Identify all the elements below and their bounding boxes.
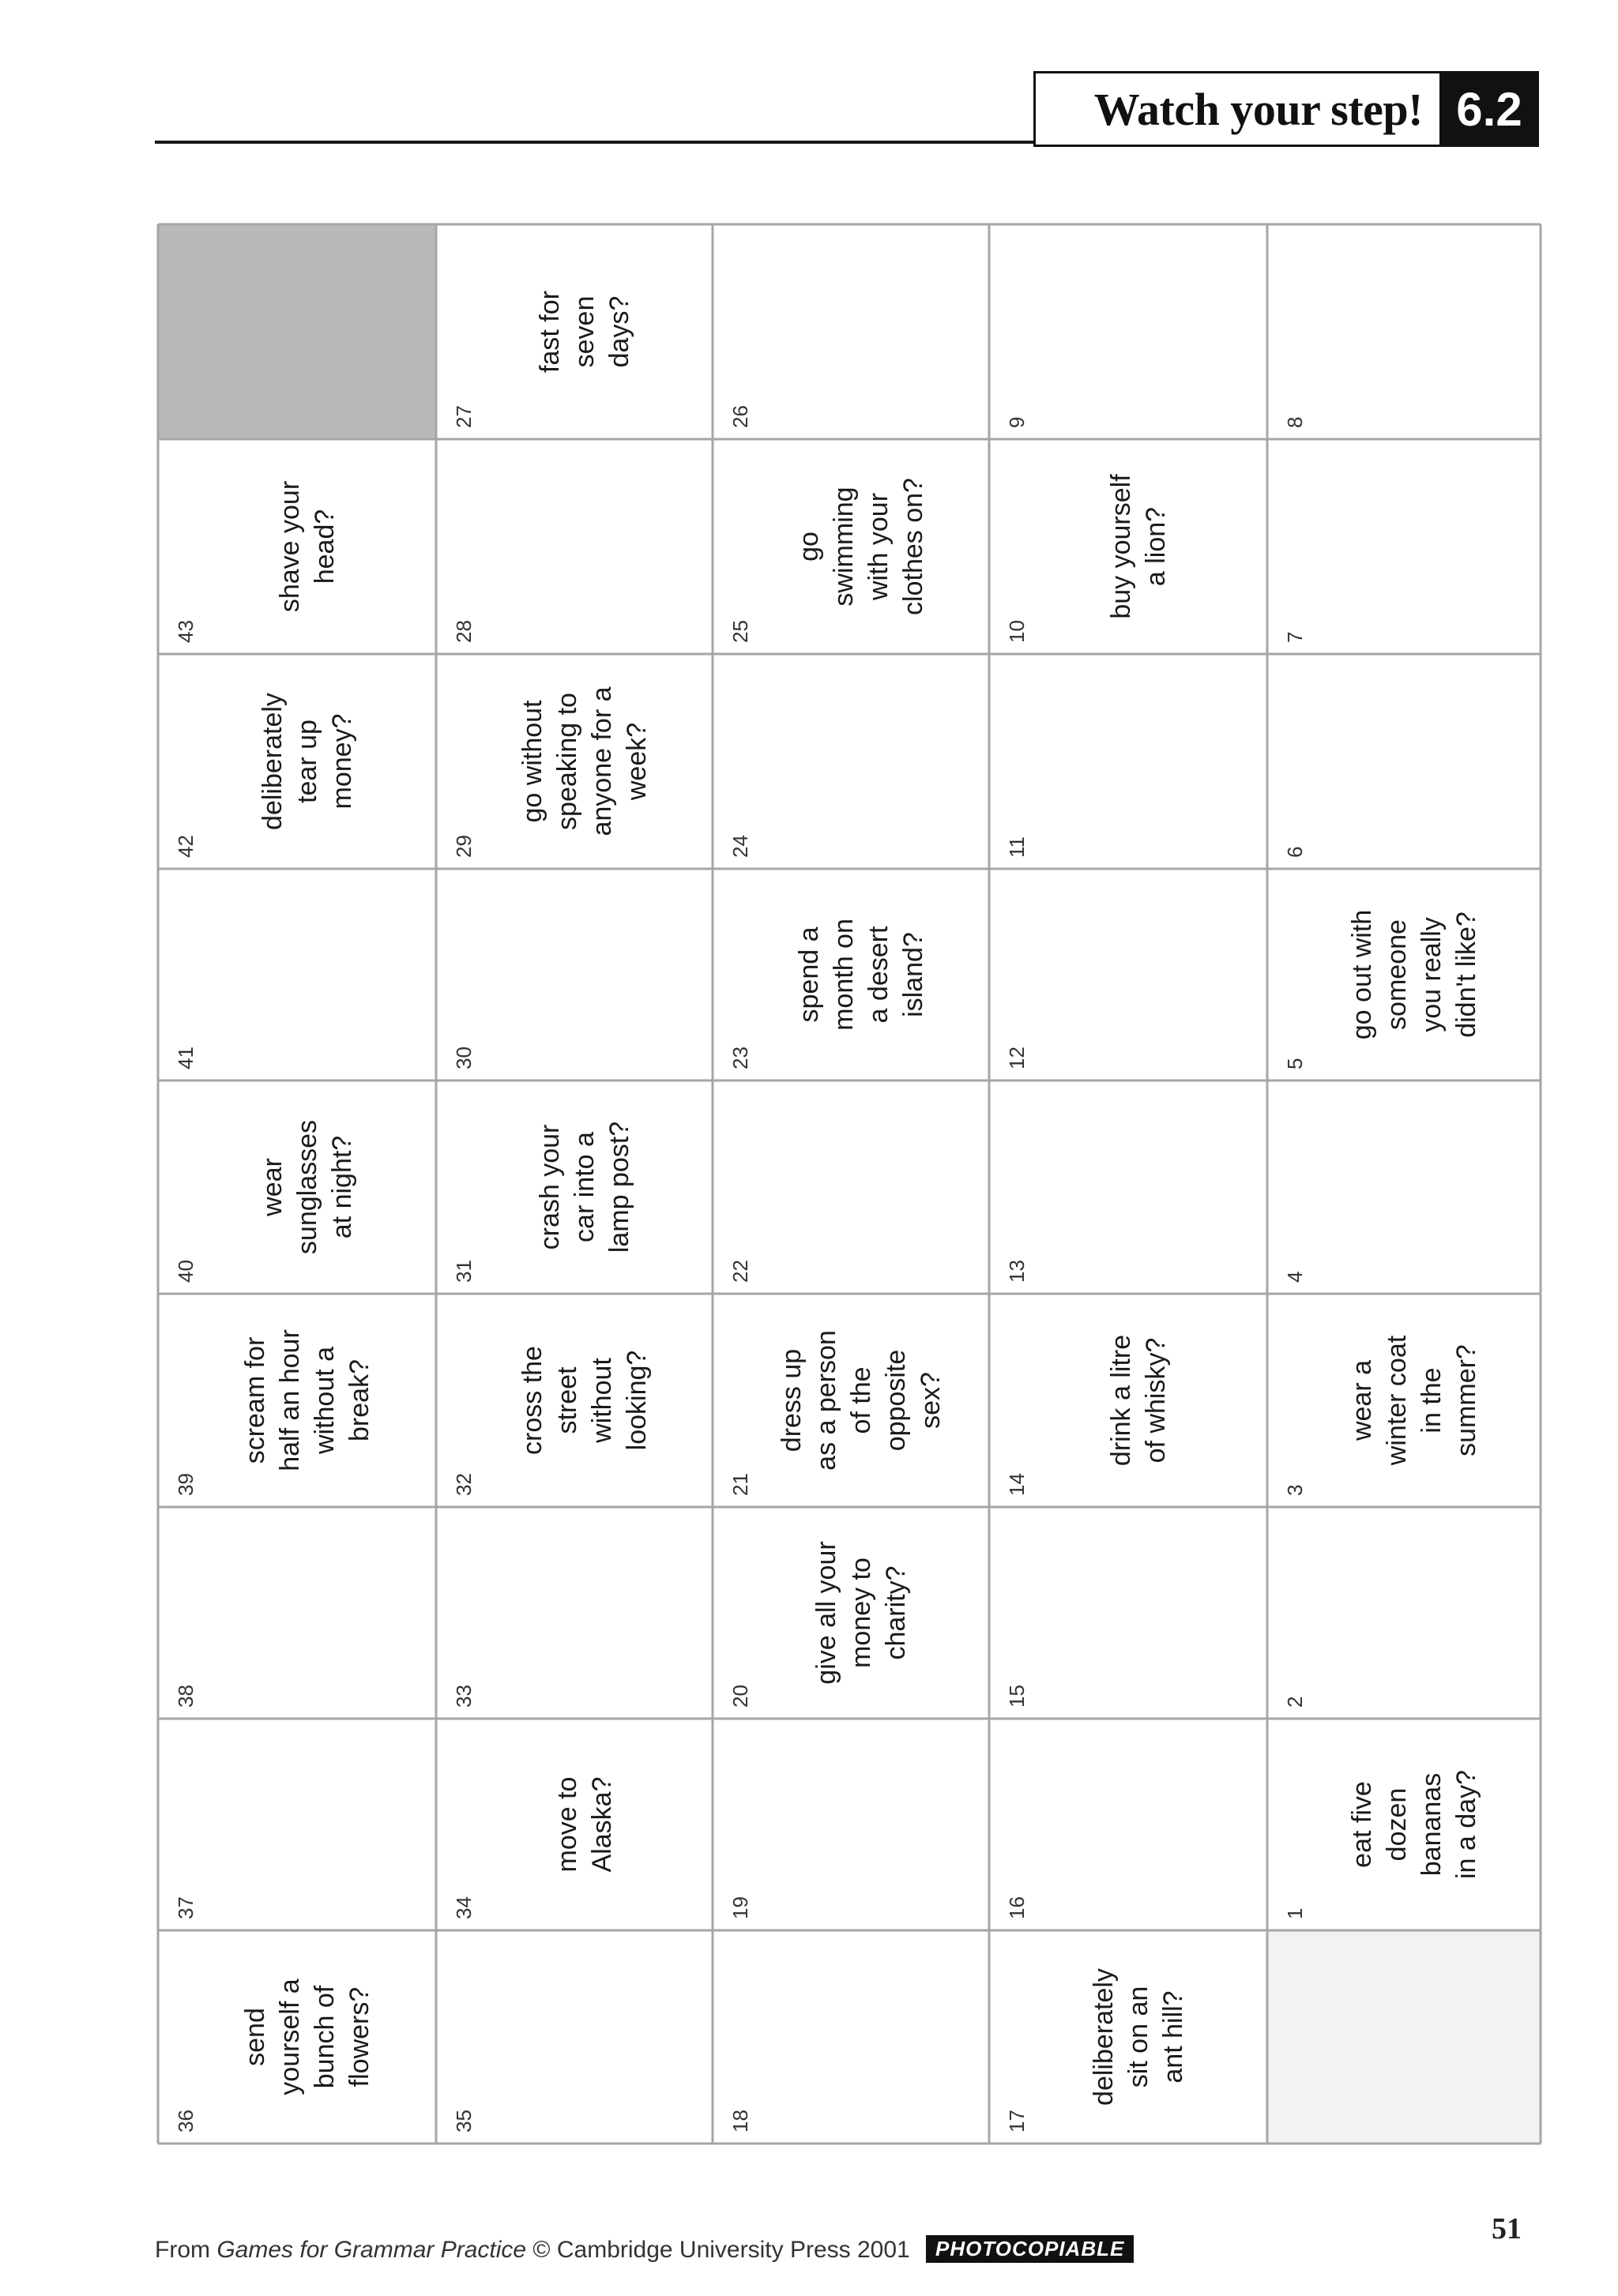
square-number: 13 xyxy=(1005,1260,1029,1283)
square-40 xyxy=(174,1120,357,1283)
question-line: in a day? xyxy=(1451,1770,1481,1879)
square-2 xyxy=(1283,1697,1307,1708)
square-number: 9 xyxy=(1005,416,1029,428)
question-line: bunch of xyxy=(309,1985,340,2089)
question-line: dress up xyxy=(776,1348,807,1452)
question-line: street xyxy=(551,1366,582,1434)
question-line: eat five xyxy=(1346,1781,1377,1868)
square-35 xyxy=(452,2110,476,2133)
question-line: sex? xyxy=(915,1372,946,1429)
square-number: 28 xyxy=(452,620,476,643)
square-question xyxy=(275,481,340,612)
square-13 xyxy=(1005,1260,1029,1283)
square-number: 42 xyxy=(174,835,198,858)
question-line: ant hill? xyxy=(1157,1990,1188,2084)
square-question xyxy=(517,1346,652,1455)
credit-book-title: Games for Grammar Practice xyxy=(216,2237,527,2263)
question-line: island? xyxy=(897,932,928,1017)
question-line: drink a litre xyxy=(1105,1334,1136,1467)
square-14 xyxy=(1005,1335,1171,1496)
unit-number-badge: 6.2 xyxy=(1439,71,1539,147)
credit-prefix: From xyxy=(155,2237,217,2263)
square-question xyxy=(1347,1335,1481,1466)
square-question xyxy=(777,1330,946,1471)
square-question xyxy=(1347,1770,1481,1879)
square-12 xyxy=(1005,1047,1029,1069)
square-31 xyxy=(452,1122,634,1283)
page-number: 51 xyxy=(1492,2212,1522,2245)
question-line: days? xyxy=(604,295,634,368)
square-18 xyxy=(728,2110,752,2133)
square-number: 17 xyxy=(1005,2110,1029,2133)
square-number: 32 xyxy=(452,1473,476,1496)
question-line: crash your xyxy=(534,1124,565,1250)
question-line: opposite xyxy=(880,1349,911,1452)
square-8 xyxy=(1283,417,1307,428)
question-line: wear xyxy=(257,1158,288,1216)
square-number: 20 xyxy=(728,1685,752,1708)
question-line: cross the xyxy=(517,1346,547,1455)
square-number: 33 xyxy=(452,1685,476,1708)
question-line: you really xyxy=(1416,917,1447,1032)
square-question xyxy=(258,1120,357,1254)
question-line: with your xyxy=(863,492,894,601)
start-square-shade xyxy=(1267,1930,1541,2144)
square-number: 25 xyxy=(728,620,752,643)
square-33 xyxy=(452,1685,476,1708)
square-15 xyxy=(1005,1685,1029,1708)
question-line: spend a xyxy=(793,926,824,1023)
question-line: speaking to xyxy=(551,693,582,830)
question-line: didn't like? xyxy=(1451,911,1481,1038)
page-title: Watch your step! xyxy=(1093,83,1423,135)
question-line: Alaska? xyxy=(586,1776,617,1873)
square-1 xyxy=(1283,1770,1481,1919)
square-number: 40 xyxy=(174,1260,198,1283)
question-line: a desert xyxy=(863,926,894,1024)
question-line: as a person xyxy=(811,1330,841,1471)
question-line: anyone for a xyxy=(586,686,617,836)
square-number: 12 xyxy=(1005,1047,1029,1069)
square-question xyxy=(240,1329,374,1471)
square-20 xyxy=(728,1541,911,1708)
question-line: at night? xyxy=(326,1135,357,1239)
square-22 xyxy=(728,1260,752,1283)
square-23 xyxy=(728,919,928,1069)
square-question xyxy=(1106,474,1171,619)
question-line: buy yourself xyxy=(1105,474,1136,619)
square-number: 30 xyxy=(452,1047,476,1069)
question-line: a lion? xyxy=(1140,506,1171,587)
question-line: go xyxy=(793,532,824,562)
square-36 xyxy=(174,1978,374,2133)
square-28 xyxy=(452,620,476,643)
square-number: 36 xyxy=(174,2110,198,2133)
question-line: tear up xyxy=(292,720,322,803)
finish-square-shade xyxy=(158,224,436,439)
square-number: 29 xyxy=(452,835,476,858)
question-line: of whisky? xyxy=(1140,1337,1171,1464)
square-number: 34 xyxy=(452,1896,476,1919)
question-line: looking? xyxy=(621,1350,652,1451)
question-line: month on xyxy=(828,919,859,1031)
question-line: in the xyxy=(1416,1367,1447,1434)
square-37 xyxy=(174,1896,198,1919)
question-line: dozen xyxy=(1381,1787,1412,1862)
square-number: 6 xyxy=(1283,846,1307,858)
square-11 xyxy=(1005,836,1029,858)
question-line: money to xyxy=(845,1558,876,1668)
square-question xyxy=(794,919,928,1031)
square-number: 38 xyxy=(174,1685,198,1708)
question-line: send xyxy=(239,2008,270,2066)
square-number: 35 xyxy=(452,2110,476,2133)
square-19 xyxy=(728,1896,752,1919)
square-number: 15 xyxy=(1005,1685,1029,1708)
square-number: 27 xyxy=(452,405,476,428)
question-line: swimming xyxy=(828,487,859,607)
square-number: 3 xyxy=(1283,1484,1307,1496)
square-number: 41 xyxy=(174,1047,198,1069)
square-question xyxy=(517,686,652,836)
square-number: 2 xyxy=(1283,1696,1307,1708)
question-line: of the xyxy=(845,1366,876,1434)
question-line: summer? xyxy=(1451,1344,1481,1456)
square-24 xyxy=(728,835,752,858)
question-line: go out with xyxy=(1346,909,1377,1040)
question-line: clothes on? xyxy=(897,478,928,615)
square-number: 23 xyxy=(728,1047,752,1069)
square-number: 31 xyxy=(452,1260,476,1283)
question-line: car into a xyxy=(569,1132,600,1242)
square-5 xyxy=(1283,910,1481,1069)
question-line: without xyxy=(586,1358,617,1443)
question-line: move to xyxy=(551,1776,582,1873)
question-line: money? xyxy=(326,713,357,810)
square-17 xyxy=(1005,1968,1188,2133)
question-line: break? xyxy=(344,1359,374,1441)
square-26 xyxy=(728,405,752,428)
question-line: without a xyxy=(309,1346,340,1455)
question-line: half an hour xyxy=(274,1329,305,1471)
credit-suffix: © Cambridge University Press 2001 xyxy=(526,2237,910,2263)
square-number: 24 xyxy=(728,835,752,858)
square-number: 18 xyxy=(728,2110,752,2133)
square-number: 11 xyxy=(1005,836,1029,858)
question-line: go without xyxy=(517,700,547,823)
square-number: 4 xyxy=(1283,1271,1307,1283)
square-number: 39 xyxy=(174,1473,198,1496)
square-number: 26 xyxy=(728,405,752,428)
question-line: fast for xyxy=(534,291,565,373)
square-39 xyxy=(174,1329,374,1496)
square-43 xyxy=(174,481,340,643)
square-question xyxy=(535,291,634,373)
question-line: bananas xyxy=(1416,1772,1447,1877)
photocopiable-badge: PHOTOCOPIABLE xyxy=(926,2235,1134,2263)
square-number: 16 xyxy=(1005,1896,1029,1919)
square-question xyxy=(811,1541,911,1684)
square-21 xyxy=(728,1330,946,1496)
square-number: 22 xyxy=(728,1260,752,1283)
square-question xyxy=(240,1978,374,2095)
question-line: shave your xyxy=(274,480,305,613)
question-line: wear a xyxy=(1346,1359,1377,1441)
question-line: sit on an xyxy=(1123,1986,1153,2088)
copyright-credit xyxy=(155,2237,910,2264)
question-line: scream for xyxy=(239,1336,270,1464)
question-line: winter coat xyxy=(1381,1335,1412,1466)
square-number: 37 xyxy=(174,1896,198,1919)
square-6 xyxy=(1283,847,1307,858)
question-line: deliberately xyxy=(257,693,288,830)
question-line: head? xyxy=(309,509,340,584)
question-line: seven xyxy=(569,295,600,368)
square-9 xyxy=(1005,417,1029,428)
square-16 xyxy=(1005,1896,1029,1919)
question-line: sunglasses xyxy=(292,1119,322,1255)
square-number: 8 xyxy=(1283,416,1307,428)
question-line: lamp post? xyxy=(604,1121,634,1253)
square-34 xyxy=(452,1777,617,1919)
square-29 xyxy=(452,686,652,858)
square-number: 10 xyxy=(1005,620,1029,643)
question-line: give all your xyxy=(811,1541,841,1685)
square-4 xyxy=(1283,1272,1307,1283)
square-number: 5 xyxy=(1283,1058,1307,1069)
square-41 xyxy=(174,1047,198,1069)
square-question xyxy=(1089,1968,1188,2106)
question-line: someone xyxy=(1381,919,1412,1030)
square-38 xyxy=(174,1685,198,1708)
square-7 xyxy=(1283,632,1307,643)
square-number: 19 xyxy=(728,1896,752,1919)
square-number: 43 xyxy=(174,620,198,643)
square-number: 14 xyxy=(1005,1473,1029,1496)
square-question xyxy=(535,1122,634,1253)
square-number: 1 xyxy=(1283,1907,1307,1919)
square-question xyxy=(1106,1335,1171,1466)
square-42 xyxy=(174,693,357,858)
square-question xyxy=(1347,910,1481,1039)
square-10 xyxy=(1005,474,1171,643)
square-question xyxy=(552,1777,617,1873)
square-question xyxy=(258,693,357,830)
square-30 xyxy=(452,1047,476,1069)
square-3 xyxy=(1283,1335,1481,1496)
square-32 xyxy=(452,1346,652,1496)
question-line: yourself a xyxy=(274,1978,305,2095)
question-line: week? xyxy=(621,722,652,801)
question-line: deliberately xyxy=(1088,1968,1119,2106)
square-25 xyxy=(728,478,928,643)
square-27 xyxy=(452,291,634,428)
question-line: charity? xyxy=(880,1565,911,1660)
square-number: 21 xyxy=(728,1473,752,1496)
square-number: 7 xyxy=(1283,631,1307,643)
square-question xyxy=(794,478,928,615)
question-line: flowers? xyxy=(344,1986,374,2087)
